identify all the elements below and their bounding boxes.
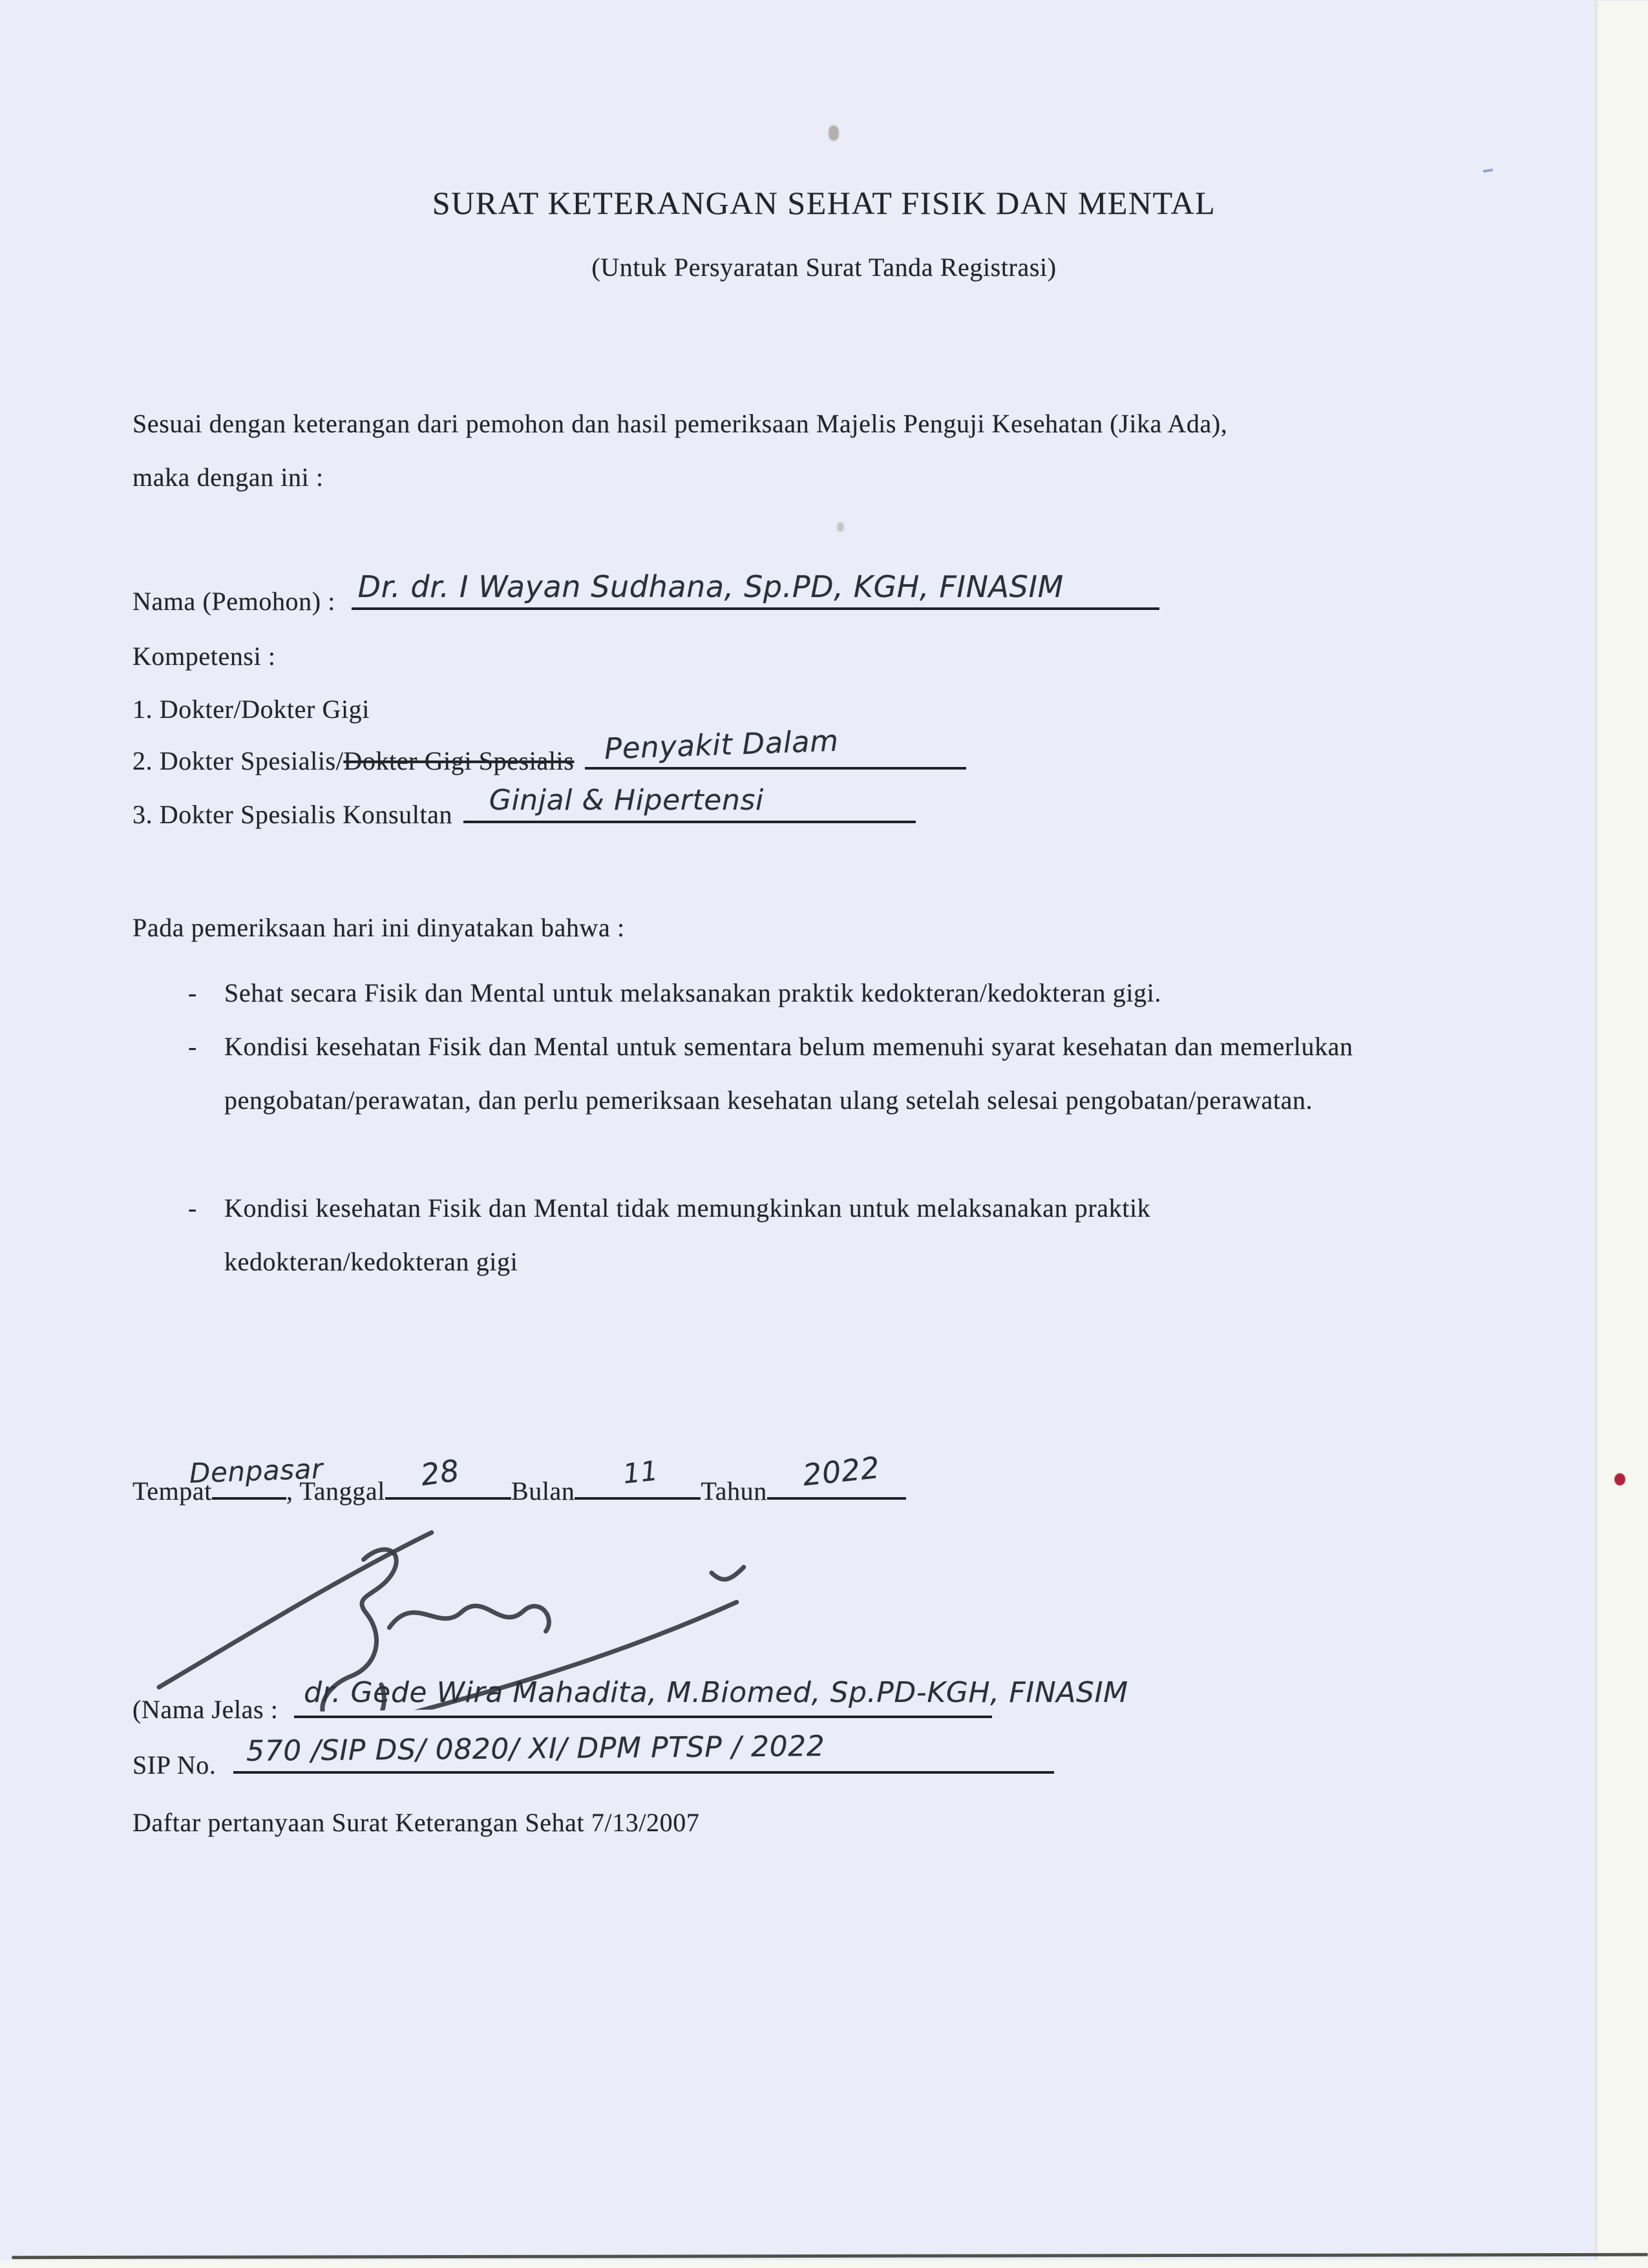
intro-line-1: Sesuai dengan keterangan dari pemohon dan hasil pemeriksaan Majelis Penguji Kesehatan (Jika Ada), <box>132 409 1228 438</box>
nama-pemohon-handwritten-value: Dr. dr. I Wayan Sudhana, Sp.PD, KGH, FINASIM <box>357 569 1064 604</box>
kompetensi-item-3-prefix: 3. Dokter Spesialis Konsultan <box>132 800 453 829</box>
tempat-handwritten-value: Denpasar <box>189 1453 324 1489</box>
nama-jelas-handwritten-value: dr. Gede Wira Mahadita, M.Biomed, Sp.PD-KGH, FINASIM <box>304 1676 1128 1709</box>
tanggal-underline <box>385 1453 511 1500</box>
footnote-text: Daftar pertanyaan Surat Keterangan Sehat 7/13/2007 <box>132 1808 700 1837</box>
nama-pemohon-underline <box>352 569 1159 610</box>
kompetensi-item-1: 1. Dokter/Dokter Gigi <box>132 695 370 724</box>
sip-handwritten-value: 570 /SIP DS/ 0820/ XI/ DPM PTSP / 2022 <box>246 1730 825 1768</box>
bulan-handwritten-value: 11 <box>622 1454 660 1490</box>
nama-jelas-label: (Nama Jelas : <box>132 1695 279 1724</box>
document-title: SURAT KETERANGAN SEHAT FISIK DAN MENTAL <box>432 185 1216 221</box>
bulan-label: Bulan <box>511 1476 575 1506</box>
nama-pemohon-label: Nama (Pemohon) : <box>132 587 335 616</box>
document-subtitle <box>0 251 1648 284</box>
bulan-underline <box>575 1454 701 1500</box>
tahun-handwritten-value: 2022 <box>801 1449 882 1493</box>
sip-label: SIP No. <box>132 1750 217 1780</box>
tempat-label: Tempat <box>132 1476 212 1506</box>
scanner-bottom-strip <box>0 2260 1648 2268</box>
bullet-text-2: Kondisi kesehatan Fisik dan Mental untuk sementara belum memenuhi syarat kesehatan dan memerlukan pengobatan/perawatan, dan perlu pemeriksaan kesehatan ulang setelah selesai pengobatan/perawatan. <box>224 1032 1353 1115</box>
tempat-underline <box>189 1453 324 1500</box>
bullet-text-3: Kondisi kesehatan Fisik dan Mental tidak memungkinkan untuk melaksanakan praktik kedokteran/kedokteran gigi <box>224 1193 1151 1276</box>
kompetensi-item-2-handwritten-value: Penyakit Dalam <box>604 723 840 766</box>
tanggal-label: , Tanggal <box>286 1476 385 1506</box>
statement-heading: Pada pemeriksaan hari ini dinyatakan bahwa : <box>132 913 625 942</box>
sip-row <box>132 1730 1054 1782</box>
tanggal-handwritten-value: 28 <box>418 1453 462 1493</box>
bullet-item-3 <box>188 1181 1362 1288</box>
kompetensi-item-2-underline <box>585 723 966 770</box>
place-date-row <box>132 1449 906 1508</box>
bullet-text-1: Sehat secara Fisik dan Mental untuk melaksanakan praktik kedokteran/kedokteran gigi. <box>224 978 1161 1007</box>
kompetensi-item-2 <box>132 723 966 778</box>
bullet-item-1 <box>188 966 1362 1020</box>
kompetensi-item-2-struck-text: Dokter Gigi Spesialis <box>343 746 575 775</box>
ink-smudge-middle <box>837 522 844 532</box>
nama-jelas-row <box>132 1676 1128 1727</box>
intro-line-2: maka dengan ini : <box>132 463 324 492</box>
kompetensi-item-3-handwritten-value: Ginjal & Hipertensi <box>489 784 764 817</box>
tahun-label: Tahun <box>701 1476 767 1506</box>
document-subtitle-text: (Untuk Persyaratan Surat Tanda Registrasi) <box>591 253 1057 282</box>
tahun-underline <box>767 1449 906 1500</box>
red-ink-dot <box>1614 1473 1625 1486</box>
ink-smudge-top <box>829 125 839 141</box>
nama-jelas-underline <box>294 1676 1128 1718</box>
scan-edge-line <box>12 2253 1648 2259</box>
nama-pemohon-row <box>132 569 1159 618</box>
scanner-paper-edge-strip <box>1595 0 1648 2268</box>
sip-underline <box>233 1730 1054 1774</box>
kompetensi-label: Kompetensi : <box>132 642 276 671</box>
kompetensi-item-3 <box>132 784 916 832</box>
bullet-marker: - <box>188 1032 197 1061</box>
bullet-item-2 <box>188 1020 1362 1127</box>
kompetensi-item-2-prefix: 2. Dokter Spesialis/ <box>132 746 344 775</box>
kompetensi-item-3-underline <box>463 784 916 823</box>
bullet-marker: - <box>188 978 197 1007</box>
blue-pen-mark <box>1483 169 1493 173</box>
bullet-marker: - <box>188 1193 197 1223</box>
